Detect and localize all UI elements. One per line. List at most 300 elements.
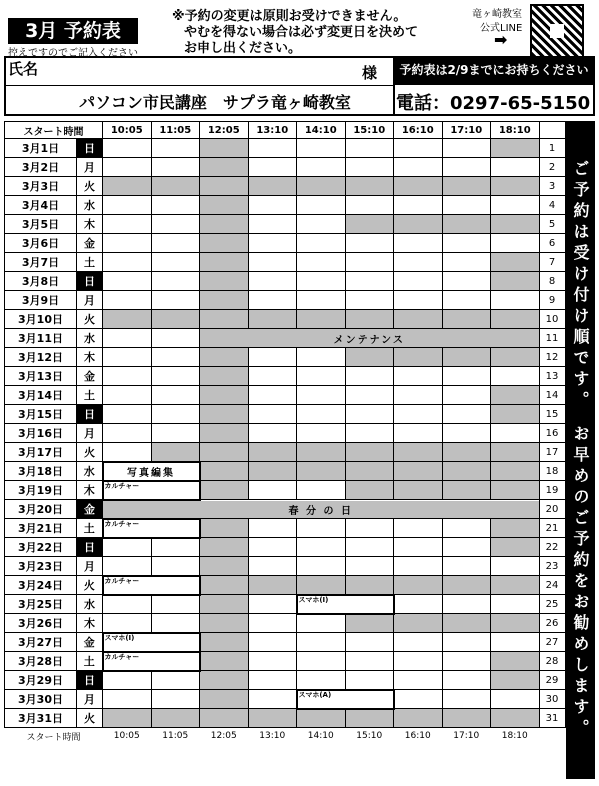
slot-cell[interactable] [200, 671, 249, 690]
slot-cell[interactable] [345, 348, 394, 367]
date-cell: 3月6日 [5, 234, 77, 253]
time-footer: 10:05 [113, 731, 140, 742]
slot-cell[interactable] [200, 690, 249, 709]
slot-cell[interactable] [394, 405, 443, 424]
slot-cell[interactable] [200, 709, 249, 728]
slot-cell[interactable] [103, 310, 152, 329]
slot-cell[interactable] [248, 177, 297, 196]
row-index: 18 [539, 462, 565, 481]
slot-cell[interactable] [442, 272, 491, 291]
row-index: 29 [539, 671, 565, 690]
slot-cell[interactable] [151, 709, 200, 728]
slot-cell[interactable] [297, 291, 346, 310]
slot-cell[interactable] [394, 215, 443, 234]
slot-cell[interactable] [200, 557, 249, 576]
slot-cell[interactable] [200, 443, 249, 462]
slot-cell[interactable] [442, 386, 491, 405]
slot-cell[interactable] [394, 595, 443, 614]
slot-cell[interactable] [491, 405, 540, 424]
slot-cell[interactable] [394, 633, 443, 652]
slot-cell[interactable] [394, 652, 443, 671]
slot-cell[interactable] [394, 291, 443, 310]
slot-cell[interactable] [297, 481, 346, 500]
time-footer: 13:10 [259, 731, 286, 742]
slot-cell[interactable] [248, 215, 297, 234]
slot-cell[interactable] [491, 348, 540, 367]
slot-cell[interactable] [103, 139, 152, 158]
weekday-cell: 月 [77, 158, 103, 177]
slot-cell[interactable] [442, 177, 491, 196]
row-index: 7 [539, 253, 565, 272]
slot-cell[interactable] [345, 614, 394, 633]
time-header: 16:10 [394, 122, 443, 139]
date-cell: 3月12日 [5, 348, 77, 367]
slot-cell[interactable] [200, 234, 249, 253]
slot-cell[interactable] [442, 158, 491, 177]
slot-cell[interactable] [394, 690, 443, 709]
slot-cell[interactable] [248, 595, 297, 614]
slot-cell[interactable] [394, 538, 443, 557]
slot-cell[interactable] [394, 367, 443, 386]
slot-cell[interactable] [491, 196, 540, 215]
row-index: 28 [539, 652, 565, 671]
slot-cell[interactable] [491, 158, 540, 177]
slot-cell[interactable] [297, 633, 346, 652]
slot-cell[interactable] [200, 253, 249, 272]
date-cell: 3月21日 [5, 519, 77, 538]
slot-cell[interactable] [297, 462, 346, 481]
slot-cell[interactable] [394, 139, 443, 158]
time-footer: 16:10 [404, 731, 431, 742]
table-row [5, 500, 566, 519]
slot-cell[interactable] [200, 196, 249, 215]
slot-cell[interactable] [103, 329, 152, 348]
row-index: 5 [539, 215, 565, 234]
slot-cell[interactable] [297, 253, 346, 272]
slot-cell[interactable] [200, 595, 249, 614]
slot-cell[interactable] [103, 234, 152, 253]
slot-cell[interactable] [248, 709, 297, 728]
slot-cell[interactable] [248, 291, 297, 310]
slot-cell[interactable] [442, 291, 491, 310]
return-notice: 予約表は2/9までにお持ちください [393, 56, 595, 85]
slot-cell[interactable] [151, 348, 200, 367]
slot-cell[interactable] [297, 139, 346, 158]
slot-cell[interactable] [248, 158, 297, 177]
slot-cell[interactable] [297, 671, 346, 690]
slot-cell[interactable] [297, 272, 346, 291]
slot-cell[interactable] [200, 652, 249, 671]
slot-cell[interactable] [345, 215, 394, 234]
slot-cell[interactable] [345, 462, 394, 481]
slot-cell[interactable] [491, 234, 540, 253]
weekday-cell: 土 [77, 652, 103, 671]
slot-cell[interactable] [394, 234, 443, 253]
row-index: 2 [539, 158, 565, 177]
slot-cell[interactable] [248, 196, 297, 215]
slot-cell[interactable] [345, 481, 394, 500]
slot-cell[interactable] [442, 652, 491, 671]
slot-cell[interactable] [297, 519, 346, 538]
date-cell: 3月25日 [5, 595, 77, 614]
slot-cell[interactable] [491, 557, 540, 576]
slot-cell[interactable] [442, 462, 491, 481]
slot-cell[interactable] [248, 481, 297, 500]
row-index: 1 [539, 139, 565, 158]
slot-cell[interactable] [394, 519, 443, 538]
slot-cell[interactable] [103, 405, 152, 424]
slot-cell[interactable] [151, 538, 200, 557]
slot-cell[interactable] [297, 196, 346, 215]
arrow-right-icon: ➡ [494, 30, 508, 49]
weekday-cell: 月 [77, 424, 103, 443]
slot-cell[interactable] [442, 690, 491, 709]
slot-cell[interactable] [248, 386, 297, 405]
slot-cell[interactable] [151, 405, 200, 424]
slot-cell[interactable] [248, 633, 297, 652]
date-cell: 3月29日 [5, 671, 77, 690]
slot-cell[interactable] [103, 253, 152, 272]
slot-cell[interactable] [491, 538, 540, 557]
slot-cell[interactable] [103, 538, 152, 557]
slot-cell[interactable] [442, 481, 491, 500]
slot-cell[interactable] [297, 443, 346, 462]
weekday-cell: 火 [77, 709, 103, 728]
smartphone-class-i[interactable]: スマホ(I) [103, 633, 200, 652]
slot-cell[interactable] [103, 386, 152, 405]
slot-cell[interactable] [442, 405, 491, 424]
slot-cell[interactable] [345, 538, 394, 557]
slot-cell[interactable] [345, 652, 394, 671]
slot-cell[interactable] [394, 462, 443, 481]
slot-cell[interactable] [248, 367, 297, 386]
date-cell: 3月26日 [5, 614, 77, 633]
slot-cell[interactable] [491, 424, 540, 443]
table-row [5, 519, 566, 538]
slot-cell[interactable] [248, 614, 297, 633]
slot-cell[interactable] [442, 196, 491, 215]
slot-cell[interactable] [151, 595, 200, 614]
slot-cell[interactable] [394, 196, 443, 215]
slot-cell[interactable] [442, 234, 491, 253]
slot-cell[interactable] [248, 671, 297, 690]
slot-cell[interactable] [394, 709, 443, 728]
slot-cell[interactable] [491, 576, 540, 595]
slot-cell[interactable] [200, 424, 249, 443]
slot-cell[interactable] [103, 671, 152, 690]
slot-cell[interactable] [297, 424, 346, 443]
slot-cell[interactable] [491, 519, 540, 538]
slot-cell[interactable] [151, 291, 200, 310]
slot-cell[interactable] [345, 671, 394, 690]
slot-cell[interactable] [442, 310, 491, 329]
table-row [5, 139, 566, 158]
slot-cell[interactable] [491, 709, 540, 728]
slot-cell[interactable] [491, 367, 540, 386]
slot-cell[interactable] [345, 310, 394, 329]
slot-cell[interactable] [200, 291, 249, 310]
weekday-cell: 火 [77, 310, 103, 329]
slot-cell[interactable] [200, 462, 249, 481]
slot-cell[interactable] [345, 234, 394, 253]
slot-cell[interactable] [297, 367, 346, 386]
weekday-cell: 金 [77, 500, 103, 519]
slot-cell[interactable] [248, 348, 297, 367]
slot-cell[interactable] [200, 367, 249, 386]
slot-cell[interactable] [491, 481, 540, 500]
slot-cell[interactable] [442, 253, 491, 272]
slot-cell[interactable] [248, 538, 297, 557]
slot-cell[interactable] [442, 633, 491, 652]
slot-cell[interactable] [345, 291, 394, 310]
qr-code-icon[interactable] [530, 4, 584, 58]
slot-cell[interactable] [394, 443, 443, 462]
slot-cell[interactable] [151, 443, 200, 462]
slot-cell[interactable] [345, 386, 394, 405]
slot-cell[interactable] [248, 462, 297, 481]
slot-cell[interactable] [151, 215, 200, 234]
slot-cell[interactable] [200, 576, 249, 595]
slot-cell[interactable] [394, 177, 443, 196]
slot-cell[interactable] [345, 158, 394, 177]
slot-cell[interactable] [297, 576, 346, 595]
slot-cell[interactable] [297, 386, 346, 405]
slot-cell[interactable] [394, 557, 443, 576]
slot-cell[interactable] [200, 386, 249, 405]
table-row [5, 709, 566, 728]
slot-cell[interactable] [151, 690, 200, 709]
slot-cell[interactable] [103, 367, 152, 386]
slot-cell[interactable] [297, 557, 346, 576]
slot-cell[interactable] [103, 348, 152, 367]
slot-cell[interactable] [151, 329, 200, 348]
slot-cell[interactable] [394, 253, 443, 272]
table-row [5, 196, 566, 215]
slot-cell[interactable] [394, 576, 443, 595]
slot-cell[interactable] [442, 671, 491, 690]
slot-cell[interactable] [394, 386, 443, 405]
slot-cell[interactable] [345, 367, 394, 386]
slot-cell[interactable] [200, 310, 249, 329]
slot-cell[interactable] [491, 595, 540, 614]
slot-cell[interactable] [200, 633, 249, 652]
slot-cell[interactable] [200, 158, 249, 177]
slot-cell[interactable] [394, 614, 443, 633]
slot-cell[interactable] [345, 139, 394, 158]
weekday-cell: 日 [77, 139, 103, 158]
slot-cell[interactable] [151, 158, 200, 177]
slot-cell[interactable] [491, 139, 540, 158]
slot-cell[interactable] [248, 405, 297, 424]
slot-cell[interactable] [151, 671, 200, 690]
slot-cell[interactable] [103, 443, 152, 462]
slot-cell[interactable] [200, 538, 249, 557]
slot-cell[interactable] [248, 443, 297, 462]
slot-cell[interactable] [200, 272, 249, 291]
slot-cell[interactable] [200, 177, 249, 196]
slot-cell[interactable] [103, 557, 152, 576]
slot-cell[interactable] [442, 139, 491, 158]
culture-class[interactable]: カルチャー [103, 652, 200, 671]
slot-cell[interactable] [491, 671, 540, 690]
slot-cell[interactable] [345, 576, 394, 595]
table-row [5, 215, 566, 234]
slot-cell[interactable] [491, 443, 540, 462]
slot-cell[interactable] [151, 557, 200, 576]
slot-cell[interactable] [297, 614, 346, 633]
slot-cell[interactable] [248, 519, 297, 538]
slot-cell[interactable] [151, 310, 200, 329]
slot-cell[interactable] [297, 177, 346, 196]
slot-cell[interactable] [151, 386, 200, 405]
slot-cell[interactable] [200, 519, 249, 538]
slot-cell[interactable] [297, 215, 346, 234]
date-cell: 3月23日 [5, 557, 77, 576]
slot-cell[interactable] [248, 234, 297, 253]
culture-class[interactable]: カルチャー [103, 481, 200, 500]
slot-cell[interactable] [297, 310, 346, 329]
slot-cell[interactable] [248, 576, 297, 595]
table-row [5, 367, 566, 386]
slot-cell[interactable] [491, 462, 540, 481]
weekday-cell: 月 [77, 291, 103, 310]
slot-cell[interactable] [151, 614, 200, 633]
slot-cell[interactable] [103, 158, 152, 177]
slot-cell[interactable] [442, 424, 491, 443]
slot-cell[interactable] [442, 215, 491, 234]
slot-cell[interactable] [394, 272, 443, 291]
slot-cell[interactable] [200, 405, 249, 424]
slot-cell[interactable] [345, 424, 394, 443]
slot-cell[interactable] [200, 139, 249, 158]
slot-cell[interactable] [297, 652, 346, 671]
slot-cell[interactable] [151, 272, 200, 291]
slot-cell[interactable] [200, 614, 249, 633]
slot-cell[interactable] [442, 519, 491, 538]
row-index: 30 [539, 690, 565, 709]
slot-cell[interactable] [248, 272, 297, 291]
slot-cell[interactable] [394, 671, 443, 690]
slot-cell[interactable] [103, 595, 152, 614]
slot-cell[interactable] [442, 595, 491, 614]
slot-cell[interactable] [442, 614, 491, 633]
slot-cell[interactable] [103, 196, 152, 215]
slot-cell[interactable] [200, 348, 249, 367]
slot-cell[interactable] [491, 633, 540, 652]
slot-cell[interactable] [394, 348, 443, 367]
slot-cell[interactable] [103, 291, 152, 310]
slot-cell[interactable] [103, 690, 152, 709]
slot-cell[interactable] [491, 253, 540, 272]
slot-cell[interactable] [442, 348, 491, 367]
slot-cell[interactable] [297, 348, 346, 367]
slot-cell[interactable] [103, 709, 152, 728]
slot-cell[interactable] [345, 196, 394, 215]
slot-cell[interactable] [151, 424, 200, 443]
table-row [5, 614, 566, 633]
weekday-cell: 日 [77, 671, 103, 690]
table-row [5, 386, 566, 405]
date-cell: 3月19日 [5, 481, 77, 500]
date-cell: 3月1日 [5, 139, 77, 158]
slot-cell[interactable] [248, 652, 297, 671]
slot-cell[interactable] [345, 272, 394, 291]
slot-cell[interactable] [151, 253, 200, 272]
slot-cell[interactable] [491, 614, 540, 633]
slot-cell[interactable] [345, 443, 394, 462]
slot-cell[interactable] [345, 633, 394, 652]
slot-cell[interactable] [297, 709, 346, 728]
slot-cell[interactable] [151, 139, 200, 158]
smartphone-class-i[interactable]: スマホ(I) [297, 595, 394, 614]
slot-cell[interactable] [491, 310, 540, 329]
slot-cell[interactable] [151, 234, 200, 253]
slot-cell[interactable] [297, 158, 346, 177]
slot-cell[interactable] [345, 405, 394, 424]
slot-cell[interactable] [248, 557, 297, 576]
slot-cell[interactable] [151, 367, 200, 386]
slot-cell[interactable] [394, 481, 443, 500]
slot-cell[interactable] [248, 139, 297, 158]
slot-cell[interactable] [345, 253, 394, 272]
slot-cell[interactable] [442, 367, 491, 386]
slot-cell[interactable] [103, 272, 152, 291]
slot-cell[interactable] [442, 557, 491, 576]
slot-cell[interactable] [248, 424, 297, 443]
slot-cell[interactable] [151, 196, 200, 215]
photo-edit-class[interactable]: 写真編集 [103, 462, 200, 481]
slot-cell[interactable] [297, 538, 346, 557]
slot-cell[interactable] [248, 690, 297, 709]
slot-cell[interactable] [491, 177, 540, 196]
slot-cell[interactable] [103, 424, 152, 443]
date-cell: 3月27日 [5, 633, 77, 652]
slot-cell[interactable] [442, 576, 491, 595]
culture-class[interactable]: カルチャー [103, 519, 200, 538]
slot-cell[interactable] [491, 215, 540, 234]
slot-cell[interactable] [297, 234, 346, 253]
slot-cell[interactable] [442, 538, 491, 557]
slot-cell[interactable] [394, 158, 443, 177]
slot-cell[interactable] [200, 481, 249, 500]
slot-cell[interactable] [103, 614, 152, 633]
slot-cell[interactable] [103, 215, 152, 234]
slot-cell[interactable] [248, 310, 297, 329]
slot-cell[interactable] [491, 386, 540, 405]
slot-cell[interactable] [151, 177, 200, 196]
smartphone-class-a[interactable]: スマホ(A) [297, 690, 394, 709]
slot-cell[interactable] [345, 557, 394, 576]
slot-cell[interactable] [394, 424, 443, 443]
slot-cell[interactable] [297, 405, 346, 424]
row-index: 3 [539, 177, 565, 196]
slot-cell[interactable] [491, 291, 540, 310]
slot-cell[interactable] [394, 310, 443, 329]
table-row [5, 158, 566, 177]
culture-class[interactable]: カルチャー [103, 576, 200, 595]
slot-cell[interactable] [491, 272, 540, 291]
slot-cell[interactable] [442, 443, 491, 462]
slot-cell[interactable] [103, 177, 152, 196]
slot-cell[interactable] [442, 709, 491, 728]
slot-cell[interactable] [491, 690, 540, 709]
slot-cell[interactable] [248, 253, 297, 272]
slot-cell[interactable] [345, 519, 394, 538]
slot-cell[interactable] [491, 652, 540, 671]
slot-cell[interactable] [200, 215, 249, 234]
slot-cell[interactable] [345, 177, 394, 196]
slot-cell[interactable] [345, 709, 394, 728]
